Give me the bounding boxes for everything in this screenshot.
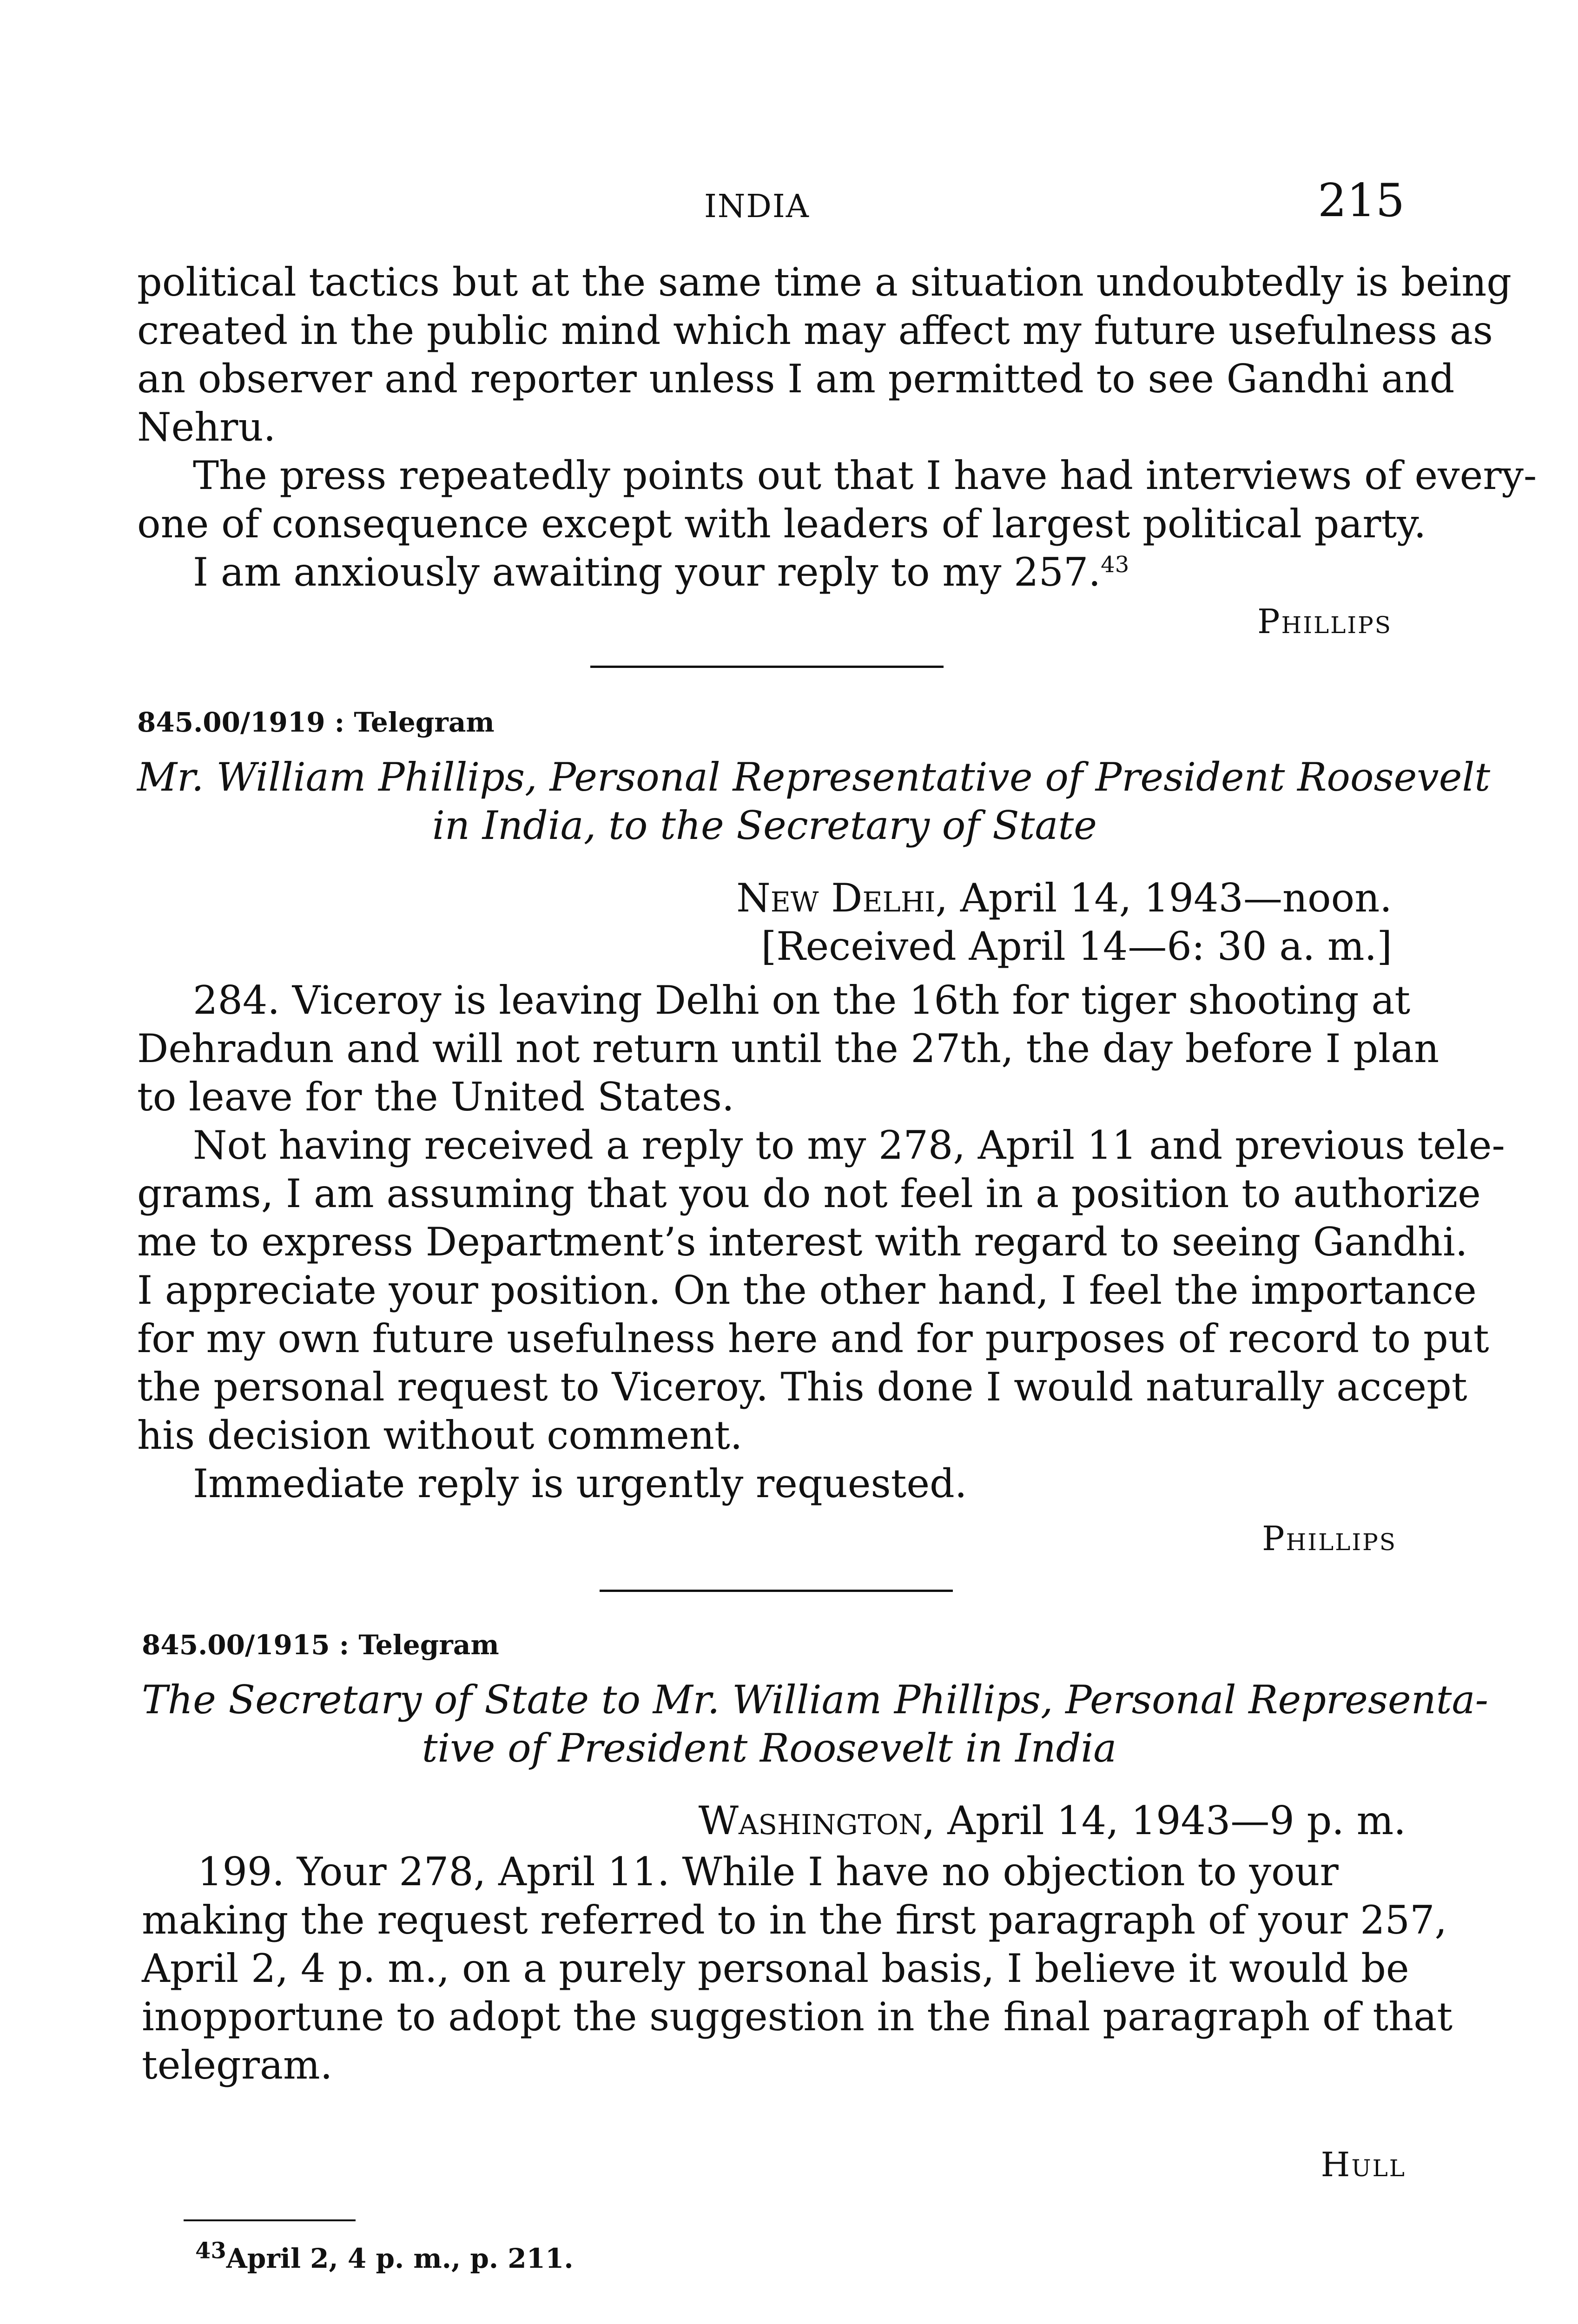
text-line: April 2, 4 p. m., on a purely personal basis, I believe it would be — [142, 1946, 1409, 1991]
signature: Phillips — [1262, 1519, 1397, 1558]
text-line: telegram. — [142, 2042, 333, 2088]
footnote-rule — [184, 2219, 356, 2221]
footnote-text: April 2, 4 p. m., p. 211. — [226, 2243, 574, 2274]
signature: Phillips — [1257, 602, 1392, 641]
text-line: me to express Department’s interest with regard to seeing Gandhi. — [137, 1219, 1468, 1265]
press-paragraph — [137, 451, 1537, 548]
text-line: Dehradun and will not return until the 27th, the day before I plan — [137, 1026, 1439, 1071]
section-divider — [600, 1590, 953, 1592]
text-line: political tactics but at the same time a situation undoubtedly is being — [137, 259, 1512, 305]
text-line: 199. Your 278, April 11. While I have no objection to your — [198, 1849, 1339, 1895]
text-line: making the request referred to in the first paragraph of your 257, — [142, 1897, 1447, 1943]
awaiting-reply-paragraph — [137, 548, 1392, 596]
reply-paragraph — [142, 1848, 1453, 2089]
text-line: inopportune to adopt the suggestion in the final paragraph of that — [142, 1994, 1453, 2040]
continued-paragraph — [137, 258, 1512, 451]
text-line: grams, I am assuming that you do not feel in a position to authorize — [137, 1171, 1481, 1216]
text-line: created in the public mind which may affect my future usefulness as — [137, 308, 1493, 353]
file-reference: 845.00/1915 : Telegram — [142, 1629, 499, 1661]
heading-line: tive of President Roosevelt in India — [422, 1725, 1117, 1771]
text-line: Not having received a reply to my 278, April 11 and previous tele- — [193, 1122, 1505, 1168]
file-reference: 845.00/1919 : Telegram — [137, 706, 495, 738]
dateline-date: , April 14, 1943—9 p. m. — [922, 1798, 1406, 1843]
running-title: INDIA — [704, 188, 810, 225]
document-heading — [137, 753, 1491, 850]
dateline-place: New Delhi — [736, 875, 936, 921]
footnote-marker: 43 — [195, 2238, 226, 2264]
dateline — [699, 1796, 1406, 1845]
text-line: for my own future usefulness here and for purposes of record to put — [137, 1316, 1489, 1361]
text-line: his decision without comment. — [137, 1413, 743, 1458]
dateline — [736, 874, 1392, 922]
dateline-date: , April 14, 1943—noon. — [935, 875, 1392, 921]
text-line: 284. Viceroy is leaving Delhi on the 16th for tiger shooting at — [193, 977, 1411, 1023]
text-line: Nehru. — [137, 404, 276, 450]
text-line: one of consequence except with leaders of largest political party. — [137, 501, 1426, 547]
text-line: an observer and reporter unless I am permitted to see Gandhi and — [137, 356, 1455, 402]
footnote-reference: 43 — [1101, 552, 1129, 578]
section-divider — [590, 666, 944, 668]
text-line: to leave for the United States. — [137, 1074, 734, 1120]
signature: Hull — [1321, 2145, 1406, 2184]
heading-line: in India, to the Secretary of State — [432, 803, 1097, 848]
dateline-place: Washington — [698, 1798, 923, 1843]
request-paragraph — [137, 1121, 1505, 1459]
footnote — [195, 2238, 574, 2274]
document-heading — [142, 1676, 1489, 1772]
text-line: The press repeatedly points out that I have had interviews of every- — [193, 453, 1537, 498]
heading-line: The Secretary of State to Mr. William Phillips, Personal Representa- — [142, 1677, 1489, 1723]
viceroy-paragraph — [137, 976, 1439, 1121]
text-line: I appreciate your position. On the other hand, I feel the importance — [137, 1268, 1477, 1313]
page-number: 215 — [1318, 174, 1405, 227]
text-line: Immediate reply is urgently requested. — [193, 1461, 967, 1506]
received-note: [Received April 14—6: 30 a. m.] — [761, 924, 1392, 969]
urgent-paragraph — [137, 1459, 1392, 1508]
heading-line: Mr. William Phillips, Personal Representative of President Roosevelt — [137, 754, 1491, 800]
text-line: the personal request to Viceroy. This done I would naturally accept — [137, 1364, 1467, 1410]
text-line: I am anxiously awaiting your reply to my 257. — [193, 549, 1101, 595]
